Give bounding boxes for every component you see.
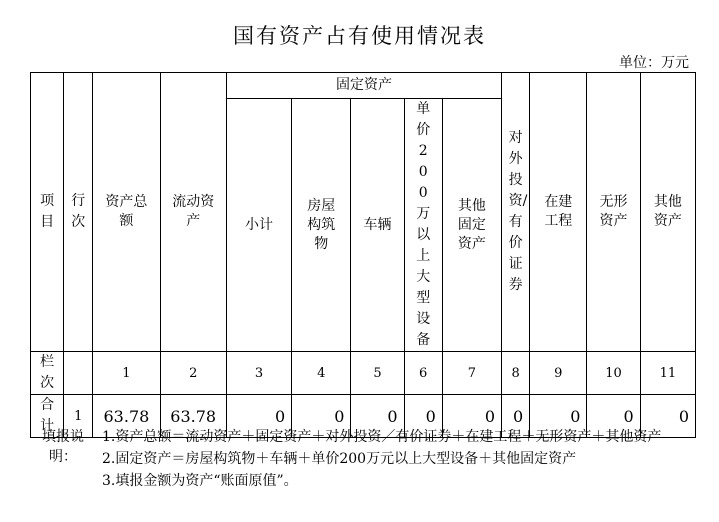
total-value-cell: 0 <box>530 395 587 438</box>
header-subtotal: 小计 <box>226 99 291 352</box>
column-number-cell: 2 <box>160 352 226 395</box>
asset-table <box>30 72 696 438</box>
header-vehicles: 车辆 <box>351 99 404 352</box>
total-value-cell: 0 <box>351 395 404 438</box>
header-large-equipment: 单价200万以上大型设备 <box>404 99 442 352</box>
note-item: 3.填报金额为资产“账面原值”。 <box>102 473 298 489</box>
column-number-row <box>31 352 696 395</box>
column-number-cell: 5 <box>351 352 404 395</box>
column-number-cell: 4 <box>292 352 351 395</box>
column-number-cell: 9 <box>530 352 587 395</box>
header-other-fixed: 其他固定资产 <box>442 99 501 352</box>
header-current-assets: 流动资产 <box>160 73 226 352</box>
page-title: 国有资产占有使用情况表 <box>233 24 486 48</box>
column-number-cell: 3 <box>226 352 291 395</box>
total-row-no: 1 <box>64 395 93 438</box>
total-value-cell: 0 <box>292 395 351 438</box>
header-total-assets: 资产总额 <box>93 73 160 352</box>
note-item: 2.固定资产＝房屋构筑物＋车辆＋单价200万元以上大型设备＋其他固定资产 <box>102 451 577 467</box>
header-item: 项目 <box>31 73 64 352</box>
header-other-assets: 其他资产 <box>640 73 695 352</box>
column-number-cell <box>64 352 93 395</box>
note-item: 1.资产总额＝流动资产＋固定资产＋对外投资／有价证券＋在建工程＋无形资产＋其他资产 <box>102 429 662 445</box>
total-value-cell: 63.78 <box>160 395 226 438</box>
total-value-cell: 0 <box>404 395 442 438</box>
total-value-cell: 0 <box>587 395 640 438</box>
notes-label: 填报说明： <box>42 429 84 465</box>
unit-label: 单位：万元 <box>619 55 689 71</box>
column-row-label: 栏次 <box>31 352 64 395</box>
column-number-cell: 8 <box>502 352 530 395</box>
header-investment: 对外投资/有价证券 <box>502 73 530 352</box>
header-intangible: 无形资产 <box>587 73 640 352</box>
total-value-cell: 0 <box>226 395 291 438</box>
column-number-cell: 10 <box>587 352 640 395</box>
total-value-cell: 0 <box>640 395 695 438</box>
column-number-cell: 1 <box>93 352 160 395</box>
total-value-cell: 0 <box>442 395 501 438</box>
header-row-no: 行次 <box>64 73 93 352</box>
header-construction: 在建工程 <box>530 73 587 352</box>
column-number-cell: 6 <box>404 352 442 395</box>
total-row-label: 合计 <box>31 395 64 438</box>
header-fixed-assets: 固定资产 <box>226 73 501 99</box>
total-value-cell: 63.78 <box>93 395 160 438</box>
column-number-cell: 11 <box>640 352 695 395</box>
header-buildings: 房屋构筑物 <box>292 99 351 352</box>
column-number-cell: 7 <box>442 352 501 395</box>
total-value-cell: 0 <box>502 395 530 438</box>
